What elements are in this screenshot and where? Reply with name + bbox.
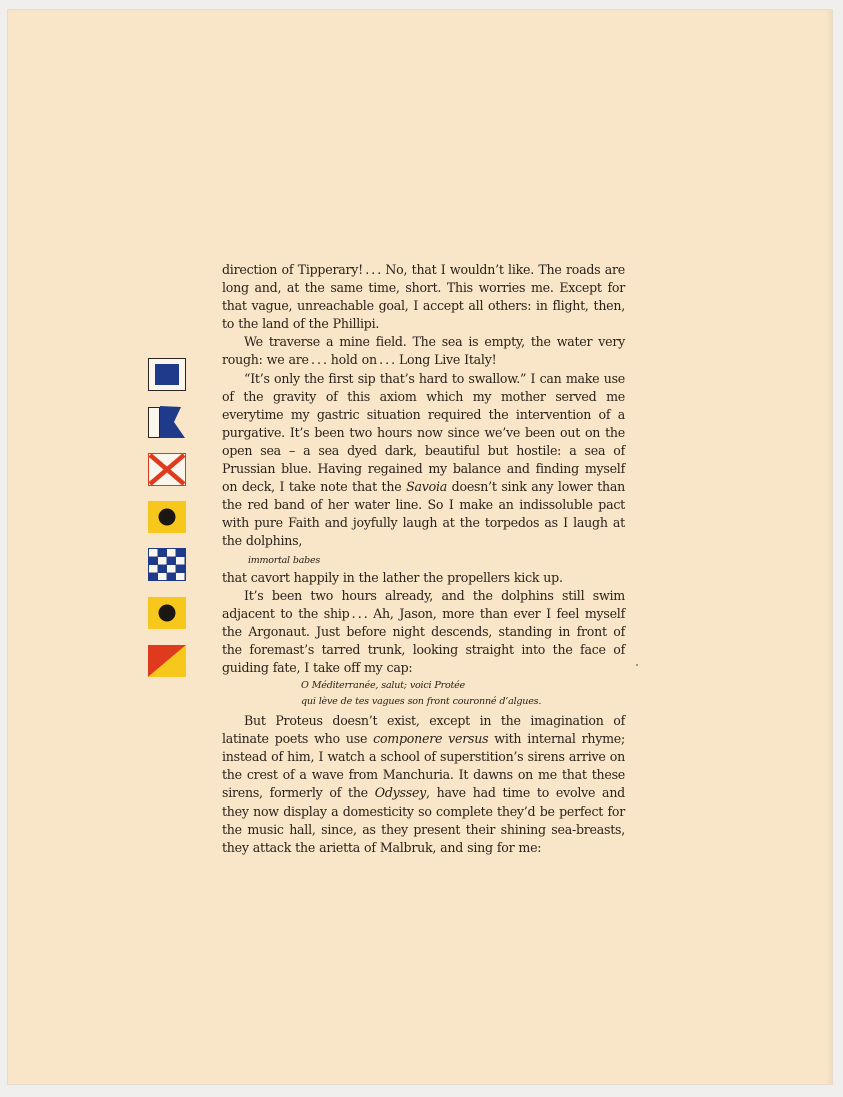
paragraph: that cavort happily in the lather the propellers kick up.	[222, 569, 563, 585]
french-verse	[222, 678, 625, 710]
text-run: “It’s only the first sip that’s hard to swallow.” I can make use of the gravity of this axiom which my mother served me everytime my gastric situation required the intervention of a purgative. It’s been two hours now since we’ve been out on the open sea – a sea dyed dark, beautiful but hostile: a sea of Prussian blue. Having regained my balance and finding myself on deck, I take note that the	[222, 370, 625, 495]
signal-flag-alpha-icon	[148, 405, 186, 438]
signal-flag-red-saltire-icon	[148, 453, 186, 486]
page-edge	[826, 10, 832, 1084]
text-run: doesn’t sink any lower than the red band of her water line. So I make an indissoluble pact with pure Faith and joyfully laugh at the torpedos as I laugh at the dolphins,	[222, 479, 626, 549]
ship-name-italic: Savoia	[406, 479, 447, 495]
body-text	[222, 261, 625, 857]
paragraph: It’s been two hours already, and the dolphins still swim adjacent to the ship . . . Ah, Jason, more than ever I feel myself the Argonaut. Just before night descends, standing in front of the foremast’s tarred trunk, looking straight into the face of guiding fate, I take off my cap:	[222, 587, 625, 675]
paragraph: We traverse a mine field. The sea is empty, the water very rough: we are . . . hold on . . . Long Live Italy!	[222, 334, 625, 368]
paragraph: direction of Tipperary! . . . No, that I wouldn’t like. The roads are long and, at the same time, short. This worries me. Except for that vague, unreachable goal, I accept all others: in flight, then, to the land of the Phillipi.	[222, 262, 625, 332]
latin-phrase-italic: componere versus	[373, 731, 489, 747]
text-run: But Proteus doesn’t exist, except in the imagination of latinate poets who use	[222, 713, 625, 747]
paragraph	[222, 712, 625, 857]
signal-flag-checkered-icon	[148, 548, 186, 581]
signal-flag-yellow-circle-icon	[148, 597, 186, 630]
paragraph	[222, 370, 625, 551]
paper-speck	[636, 664, 638, 666]
text-run: , have had time to evolve and they now display a domesticity so complete they’d be perfect for the music hall, since, as they present their shining sea-breasts, they attack the arietta of Malbruk, and sing for me:	[222, 785, 625, 855]
epigraph: immortal babes	[248, 554, 320, 566]
odyssey-italic: Odyssey	[374, 785, 427, 801]
verse-line: qui lève de tes vagues son front couronné d’algues.	[301, 696, 542, 708]
paper-page	[8, 10, 832, 1084]
signal-flag-blue-square-icon	[148, 358, 186, 391]
signal-flag-yellow-circle-icon	[148, 501, 186, 534]
signal-flag-oscar-icon	[148, 645, 186, 678]
text-run: with internal rhyme; instead of him, I watch a school of superstition’s sirens arrive on the crest of a wave from Manchuria. It dawns on me that these sirens, formerly of the	[222, 731, 625, 801]
verse-line: O Méditerranée, salut; voici Protée	[301, 680, 465, 692]
